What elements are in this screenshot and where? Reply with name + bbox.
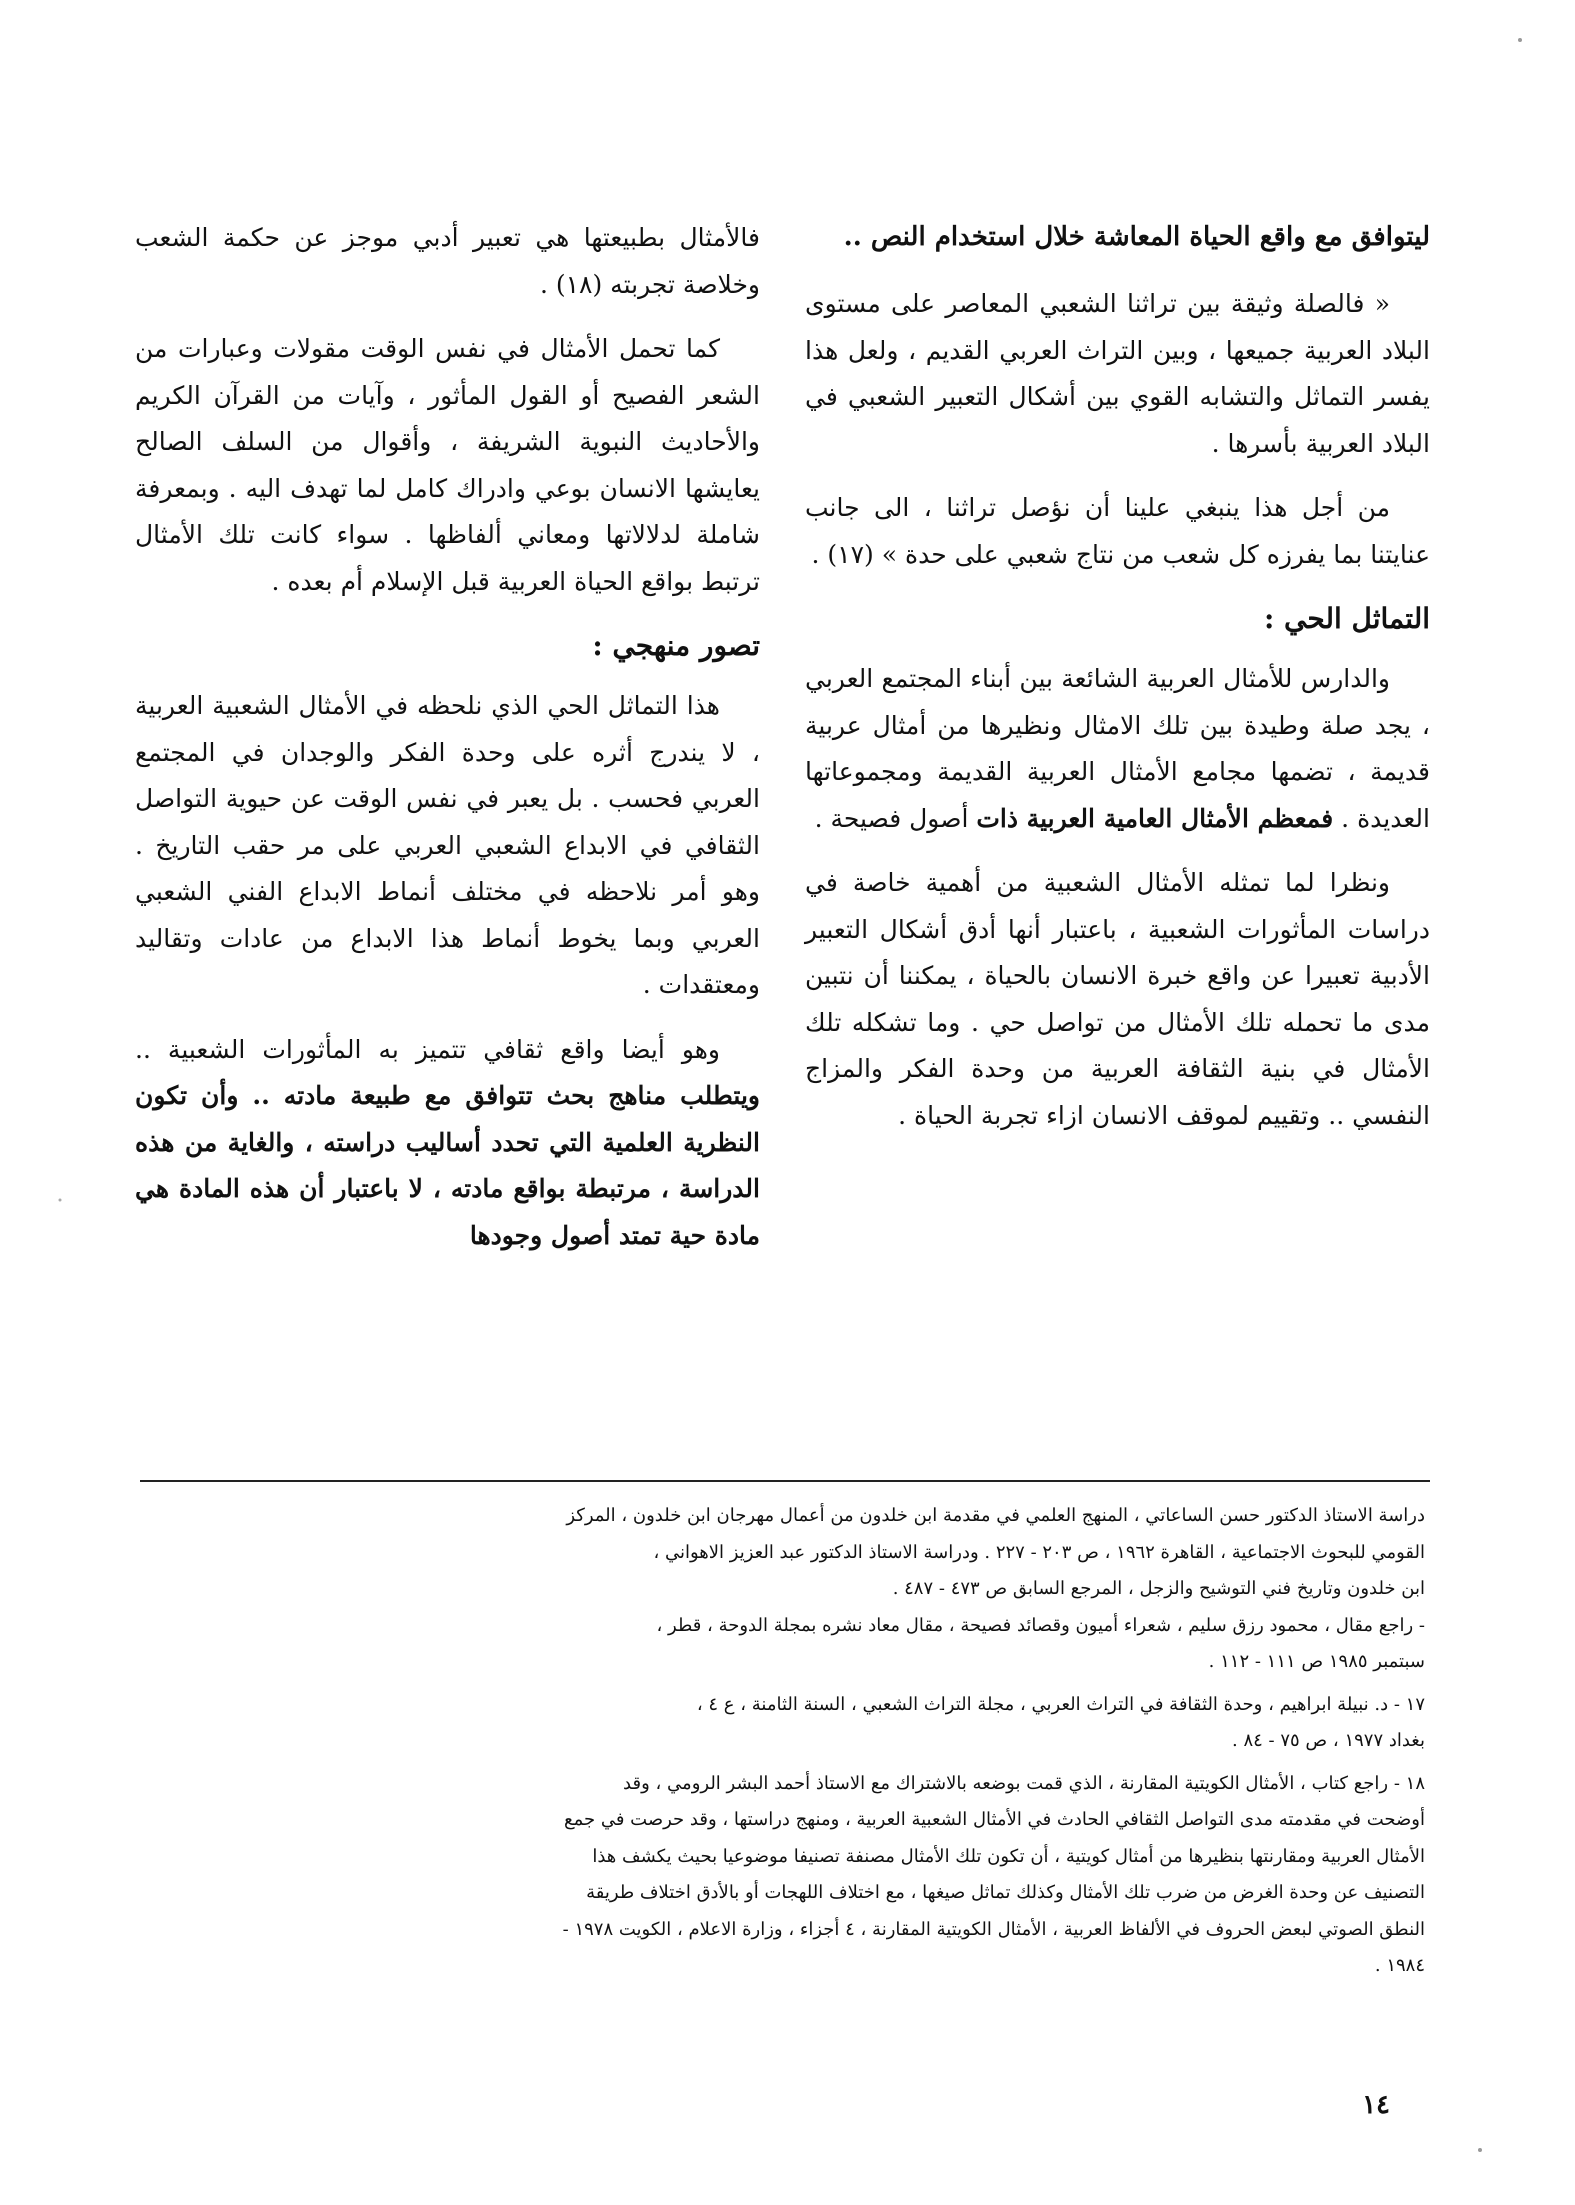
quote-paragraph-2: من أجل هذا ينبغي علينا أن نؤصل تراثنا ، الى جانب عنايتنا بما يفرزه كل شعب من نتاج شعبي على حدة » (١٧) . — [805, 493, 1430, 569]
paragraph-arab-proverbs — [805, 656, 1430, 842]
paragraph-cultural-reality-bold: ويتطلب مناهج بحث تتوافق مع طبيعة مادته .. وأن تكون النظرية العلمية التي تحدد أساليب دراسته ، والغاية من هذه الدراسة ، مرتبطة بواقع مادته ، لا باعتبار أن هذه المادة هي مادة حية تمتد أصول وجودها — [135, 1081, 760, 1250]
footnote-18-line: ١٩٨٤ . — [1374, 1955, 1425, 1976]
paragraph-arab-proverbs-tail: أصول فصيحة . — [814, 803, 969, 833]
quote-paragraph-1: « فالصلة وثيقة بين تراثنا الشعبي المعاصر على مستوى البلاد العربية جميعها ، وبين التراث العربي القديم ، ولعل هذا يفسر التماثل والتشابه القوي بين أشكال التعبير الشعبي في البلاد العربية بأسرها . — [805, 289, 1430, 458]
footnotes — [195, 1498, 1425, 1985]
right-column — [805, 215, 1430, 1157]
paragraph-living-similarity: هذا التماثل الحي الذي نلحظه في الأمثال الشعبية العربية ، لا يندرج أثره على وحدة الفكر والوجدان في المجتمع العربي فحسب . بل يعبر في نفس الوقت عن حيوية التواصل الثقافي في الابداع الشعبي العربي على مر حقب التاريخ . وهو أمر نلاحظه في مختلف أنماط الابداع الفني الشعبي العربي وبما يخوط أنماط هذا الابداع من عادات وتقاليد ومعتقدات . — [135, 691, 760, 999]
scan-speck — [1518, 38, 1522, 42]
section-heading-living-similarity: التماثل الحي : — [1263, 602, 1430, 635]
footnote-16-line: ابن خلدون وتاريخ فني التوشيح والزجل ، المرجع السابق ص ٤٧٣ - ٤٨٧ . — [892, 1578, 1425, 1599]
section-heading-method: تصور منهجي : — [592, 629, 760, 662]
footnote-16-line: دراسة الاستاذ الدكتور حسن الساعاتي ، المنهج العلمي في مقدمة ابن خلدون من أعمال مهرجان ابن خلدون ، المركز — [566, 1505, 1425, 1526]
scan-speck — [1478, 2148, 1482, 2152]
paragraph-proverbs-sayings: كما تحمل الأمثال في نفس الوقت مقولات وعبارات من الشعر الفصيح أو القول المأثور ، وآيات من القرآن الكريم والأحاديث النبوية الشريفة ، وأقوال من السلف الصالح يعايشها الانسان بوعي وادراك كامل لما تهدف اليه . وبمعرفة شاملة لدلالاتها ومعاني ألفاظها . سواء كانت تلك الأمثال ترتبط بواقع الحياة العربية قبل الإسلام أم بعده . — [135, 334, 760, 596]
footnote-16b-line: - راجع مقال ، محمود رزق سليم ، شعراء أميون وقصائد فصيحة ، مقال معاد نشره بمجلة الدوحة ، قطر ، — [656, 1614, 1425, 1636]
footnote-16b-line: سبتمبر ١٩٨٥ ص ١١١ - ١١٢ . — [1208, 1651, 1425, 1672]
paragraph-arab-proverbs-bold: فمعظم الأمثال العامية العربية ذات — [976, 803, 1334, 833]
paragraph-folk-proverbs-importance: ونظرا لما تمثله الأمثال الشعبية من أهمية خاصة في دراسات المأثورات الشعبية ، باعتبار أنها أدق أشكال التعبير الأدبية تعبيرا عن واقع خبرة الانسان بالحياة ، يمكننا أن نتبين مدى ما تحمله تلك الأمثال من تواصل حي . وما تشكله تلك الأمثال في بنية الثقافة العربية من وحدة الفكر والمزاج النفسي .. وتقييم لموقف الانسان ازاء تجربة الحياة . — [805, 868, 1430, 1130]
continuation-heading: ليتوافق مع واقع الحياة المعاشة خلال استخدام النص .. — [843, 222, 1430, 252]
footnote-16-line: القومي للبحوث الاجتماعية ، القاهرة ١٩٦٢ ، ص ٢٠٣ - ٢٢٧ . ودراسة الاستاذ الدكتور عبد العزيز الاهواني ، — [653, 1541, 1425, 1563]
paragraph-cultural-reality-text: وهو أيضا واقع ثقافي تتميز به المأثورات الشعبية .. — [135, 1034, 720, 1064]
left-column — [135, 215, 760, 1277]
paragraph-proverbs-nature: فالأمثال بطبيعتها هي تعبير أدبي موجز عن حكمة الشعب وخلاصة تجربته (١٨) . — [135, 223, 760, 299]
footnote-18-line: النطق الصوتي لبعض الحروف في الألفاظ العربية ، الأمثال الكويتية المقارنة ، ٤ أجزاء ، وزارة الاعلام ، الكويت ١٩٧٨ - — [562, 1918, 1425, 1940]
footnote-18-line: أوضحت في مقدمته مدى التواصل الثقافي الحادث في الأمثال الشعبية العربية ، ومنهج دراستها ، وقد حرصت في جمع — [564, 1809, 1425, 1830]
page-number: ١٤ — [1362, 2090, 1390, 2120]
scan-speck — [59, 1199, 62, 1202]
paragraph-cultural-reality — [135, 1027, 760, 1260]
footnote-18-line: الأمثال العربية ومقارنتها بنظيرها من أمثال كويتية ، أن تكون تلك الأمثال مصنفة تصنيفا موضوعيا بحيث يكشف هذا — [592, 1845, 1425, 1867]
footnote-separator — [140, 1480, 1430, 1482]
footnote-18-line: التصنيف عن وحدة الغرض من ضرب تلك الأمثال وكذلك تماثل صيغها ، مع اختلاف اللهجات أو بالأدق اختلاف طريقة — [586, 1882, 1425, 1903]
paragraph-arab-proverbs-text: والدارس للأمثال العربية الشائعة بين أبناء المجتمع العربي ، يجد صلة وطيدة بين تلك الامثال ونظيرها من أمثال عربية قديمة ، تضمها مجامع الأمثال العربية القديمة ومجموعاتها العديدة . — [805, 664, 1430, 833]
footnote-17-line: بغداد ١٩٧٧ ، ص ٧٥ - ٨٤ . — [1232, 1730, 1425, 1751]
footnote-18-line: ١٨ - راجع كتاب ، الأمثال الكويتية المقارنة ، الذي قمت بوضعه بالاشتراك مع الاستاذ أحمد البشر الرومي ، وقد — [623, 1772, 1425, 1794]
footnote-17-line: ١٧ - د. نبيلة ابراهيم ، وحدة الثقافة في التراث العربي ، مجلة التراث الشعبي ، السنة الثامنة ، ع ٤ ، — [696, 1693, 1425, 1715]
